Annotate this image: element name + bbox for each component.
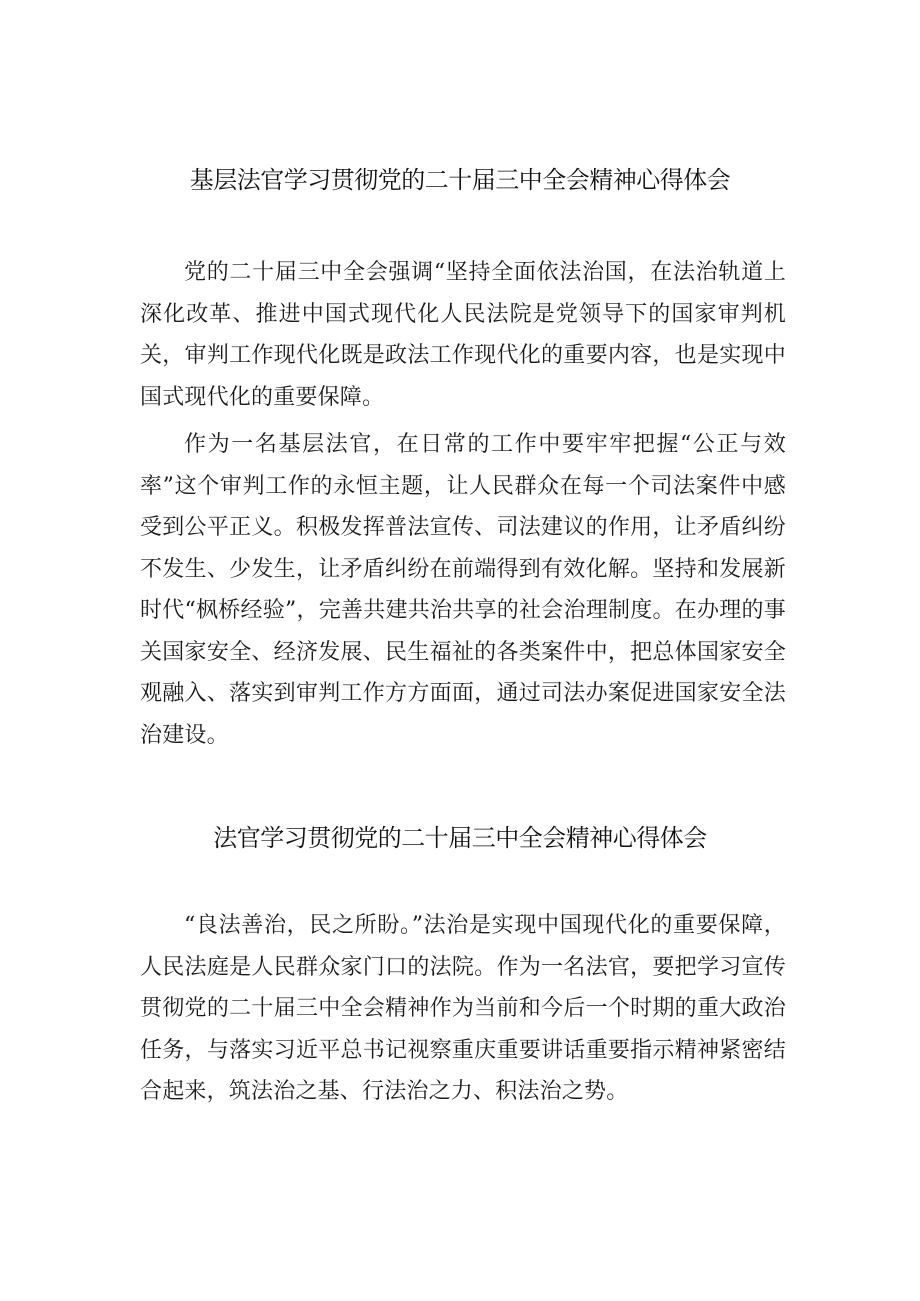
section-2-title: 法官学习贯彻党的二十届三中全会精神心得体会 [213,824,707,852]
section-1-paragraph-2: 作为一名基层法官，在日常的工作中要牢牢把握“公正与效率”这个审判工作的永恒主题，让人民群众在每一个司法案件中感受到公平正义。积极发挥普法宣传、司法建议的作用，让矛盾纠纷不发生、少发生，让矛盾纠纷在前端得到有效化解。坚持和发展新时代“枫桥经验”，完善共建共治共享的社会治理制度。在办理的事关国家安全、经济发展、民生福祉的各类案件中，把总体国家安全观融入、落实到审判工作方方面面，通过司法办案促进国家安全法治建设。 [140,432,786,748]
section-1-paragraph-1: 党的二十届三中全会强调“坚持全面依法治国，在法治轨道上深化改革、推进中国式现代化人民法院是党领导下的国家审判机关，审判工作现代化既是政法工作现代化的重要内容，也是实现中国式现代化的重要保障。 [140,260,786,410]
section-1-title: 基层法官学习贯彻党的二十届三中全会精神心得体会 [189,166,731,194]
section-2-paragraph-1: “良法善治，民之所盼。”法治是实现中国现代化的重要保障，人民法庭是人民群众家门口的法院。作为一名法官，要把学习宣传贯彻党的二十届三中全会精神作为当前和今后一个时期的重大政治任务，与落实习近平总书记视察重庆重要讲话重要指示精神紧密结合起来，筑法治之基、行法治之力、积法治之势。 [140,913,786,1104]
